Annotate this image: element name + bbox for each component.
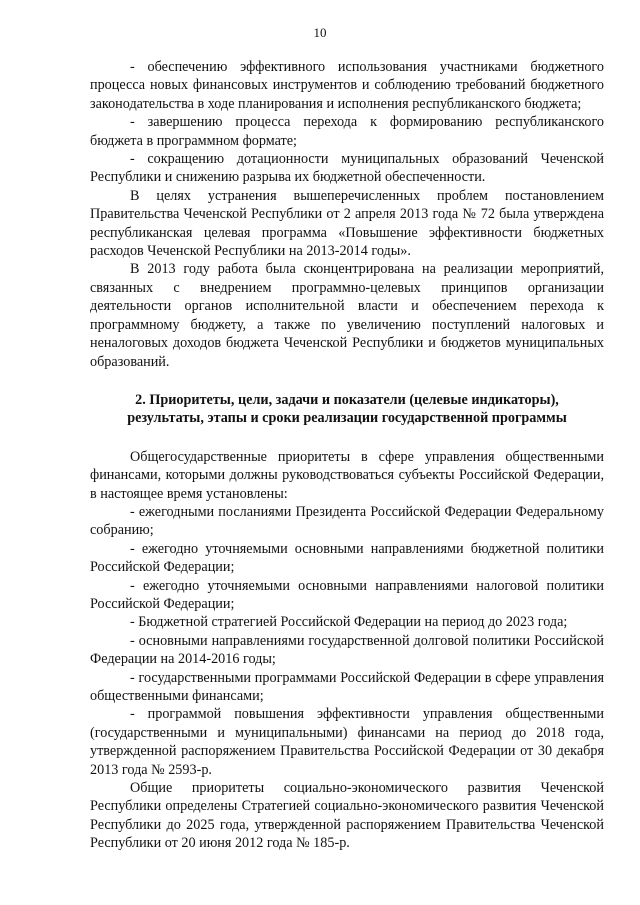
section-heading bbox=[90, 391, 604, 428]
bullet-president-addresses: - ежегодными посланиями Президента Российской Федерации Федеральному собранию; bbox=[90, 503, 604, 539]
page-content bbox=[90, 58, 604, 853]
bullet-municipal-subsidies: - сокращению дотационности муниципальных образований Чеченской Республики и снижению разрыва их бюджетной обеспеченности. bbox=[90, 151, 604, 186]
bullet-budget-policy: - ежегодно уточняемыми основными направлениями бюджетной политики Российской Федерации; bbox=[90, 540, 604, 576]
paragraph-2013-work: В 2013 году работа была сконцентрирована на реализации мероприятий, связанных с внедрением программно-целевых принципов организации деятельности органов исполнительной власти и обеспечением перехода к программному бюджету, а также по увеличению поступлений налоговых и неналоговых доходов бюджета Чеченской Республики и бюджетов муниципальных образований. bbox=[90, 261, 604, 370]
bullet-budget-process: - обеспечению эффективного использования участниками бюджетного процесса новых финансовых инструментов и соблюдению требований бюджетного законодательства в ходе планирования и исполнения республиканского бюджета; bbox=[90, 59, 604, 112]
section-heading-line-2: результаты, этапы и сроки реализации государственной программы bbox=[127, 410, 567, 427]
section-heading-line-1: 2. Приоритеты, цели, задачи и показатели (целевые индикаторы), bbox=[135, 391, 559, 408]
paragraph-national-priorities: Общегосударственные приоритеты в сфере управления общественными финансами, которыми должны руководствоваться субъекты Российской Федерации, в настоящее время установлены: bbox=[90, 448, 604, 502]
paragraph-regional-strategy: Общие приоритеты социально-экономического развития Чеченской Республики определены Стратегией социально-экономического развития Чеченской Республики до 2025 года, утвержденной распоряжением Правительства Чеченской Республики от 20 июня 2012 года № 185-р. bbox=[90, 780, 604, 852]
bullet-program-budget: - завершению процесса перехода к формированию республиканского бюджета в программном формате; bbox=[90, 114, 604, 149]
bullet-tax-policy: - ежегодно уточняемыми основными направлениями налоговой политики Российской Федерации; bbox=[90, 577, 604, 612]
bullet-budget-strategy: - Бюджетной стратегией Российской Федерации на период до 2023 года; bbox=[130, 614, 568, 631]
paragraph-target-program: В целях устранения вышеперечисленных проблем постановлением Правительства Чеченской Республики от 2 апреля 2013 года № 72 была утверждена республиканская целевая программа «Повышение эффективности бюджетных расходов Чеченской Республики на 2013-2014 годы». bbox=[90, 187, 604, 260]
bullet-state-programs: - государственными программами Российской Федерации в сфере управления общественными финансами; bbox=[90, 669, 604, 704]
page-number: 10 bbox=[313, 25, 327, 40]
bullet-debt-policy: - основными направлениями государственной долговой политики Российской Федерации на 2014-2016 годы; bbox=[90, 632, 604, 668]
bullet-efficiency-program: - программой повышения эффективности управления общественными (государственными и муниципальными) финансами на период до 2018 года, утвержденной распоряжением Правительства Российской Федерации от 30 декабря 2013 года № 2593-р. bbox=[90, 706, 604, 778]
